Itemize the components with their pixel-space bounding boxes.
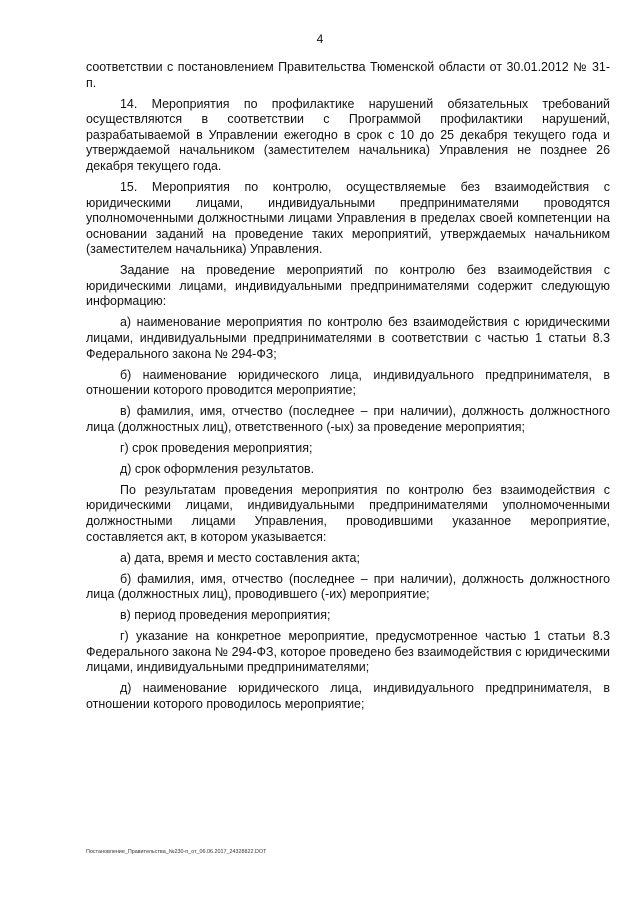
footer-file-name: Постановление_Правительства_№230-п_от_06.06.2017_24328822.DOT [86, 849, 267, 855]
list-item-d: д) срок оформления результатов. [120, 461, 315, 476]
list-item-g: г) указание на конкретное мероприятие, предусмотренное частью 1 статьи 8.3 Федерального закона № 294-ФЗ, которое проведено без взаимодействия с юридическими лицами, индивидуальными предпринимателями; [86, 629, 610, 675]
list-item-a: а) наименование мероприятия по контролю без взаимодействия с юридическими лицами, индивидуальными предпринимателями в соответствии с частью 1 статьи 8.3 Федерального закона № 294-ФЗ; [86, 315, 610, 361]
list-item-v: в) фамилия, имя, отчество (последнее – при наличии), должность должностного лица (должностных лиц), ответственного (-ых) за проведение мероприятия; [86, 404, 610, 434]
paragraph-item-14: 14. Мероприятия по профилактике нарушений обязательных требований осуществляются в соответствии с Программой профилактики нарушений, разрабатываемой в Управлении ежегодно в срок с 10 до 25 декабря текущего года и утверждаемой начальником (заместителем начальника) Управления не позднее 26 декабря текущего года. [86, 96, 610, 173]
list-item-b: б) фамилия, имя, отчество (последнее – при наличии), должность должностного лица (должностных лиц), проводившего (-их) мероприятие; [86, 571, 610, 602]
page-number: 4 [316, 32, 324, 46]
list-item-d: д) наименование юридического лица, индивидуального предпринимателя, в отношении которого проводилось мероприятие; [86, 681, 610, 711]
paragraph-task-intro: Задание на проведение мероприятий по контролю без взаимодействия с юридическими лицами, индивидуальными предпринимателями содержит следующую информацию: [86, 263, 610, 309]
list-item-a: а) дата, время и место составления акта; [120, 550, 360, 565]
paragraph-item-15: 15. Мероприятия по контролю, осуществляемые без взаимодействия с юридическими лицами, индивидуальными предпринимателями проводятся уполномоченными должностными лицами Управления в пределах своей компетенции на основании заданий на проведение таких мероприятий, утверждаемых начальником (заместителем начальника) Управления. [86, 179, 610, 257]
paragraph-continuation: соответствии с постановлением Правительства Тюменской области от 30.01.2012 № 31-п. [86, 60, 610, 90]
list-item-b: б) наименование юридического лица, индивидуального предпринимателя, в отношении которого проводится мероприятие; [86, 367, 610, 398]
list-item-g: г) срок проведения мероприятия; [120, 440, 313, 455]
paragraph-act-intro: По результатам проведения мероприятия по контролю без взаимодействия с юридическими лицами, индивидуальными предпринимателями уполномоченными должностными лицами Управления, проводившими указанное мероприятие, составляется акт, в котором указывается: [86, 482, 610, 544]
document-body [86, 60, 610, 718]
list-item-v: в) период проведения мероприятия; [120, 608, 331, 623]
